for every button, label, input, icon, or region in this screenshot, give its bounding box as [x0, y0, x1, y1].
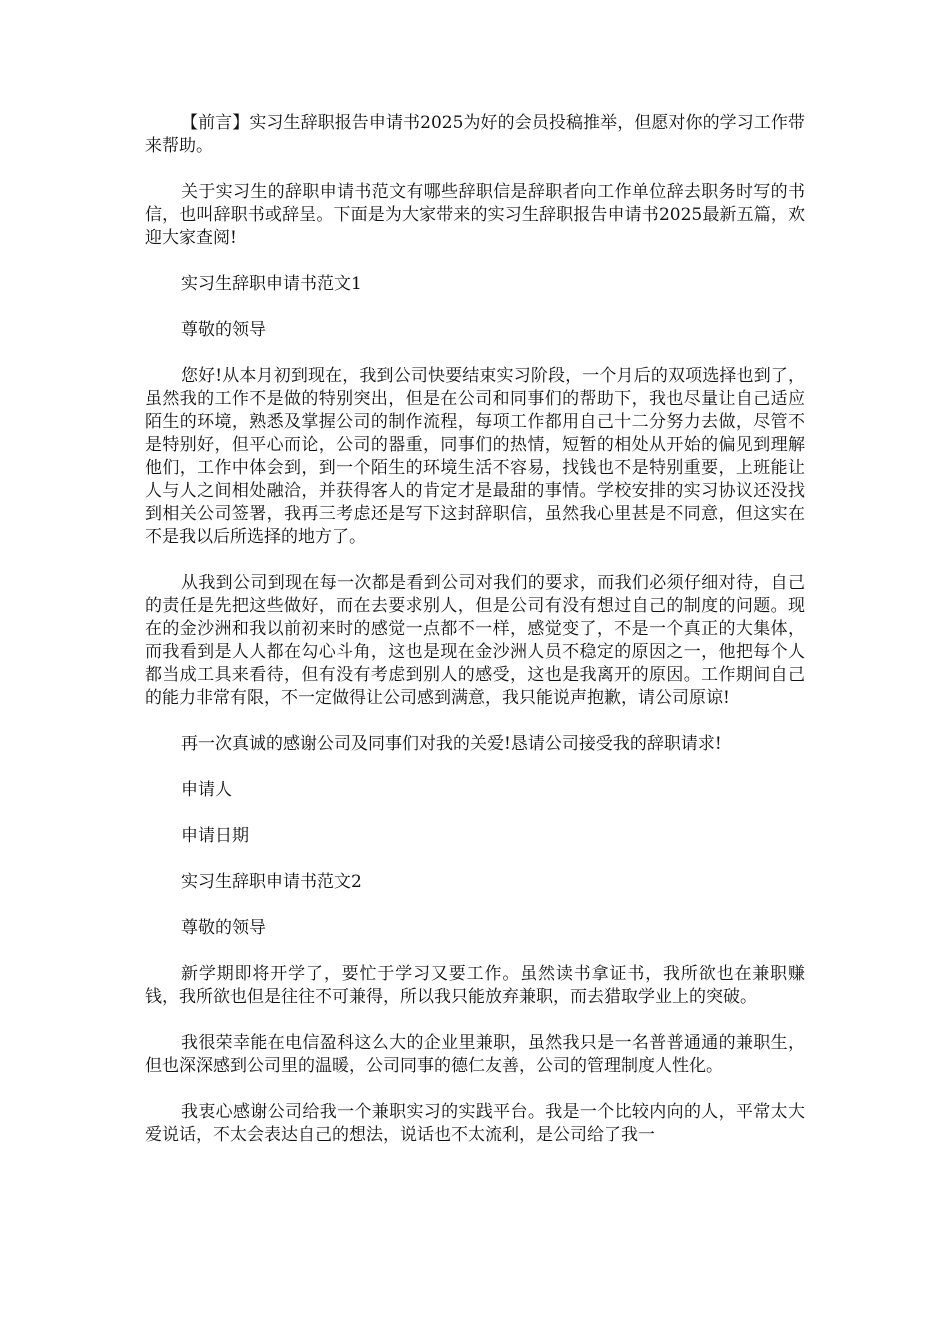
preface-paragraph: 【前言】实习生辞职报告申请书2025为好的会员投稿推举，但愿对你的学习工作带来帮助。	[145, 113, 805, 156]
applicant-label: 申请人	[181, 780, 232, 800]
document-body	[145, 112, 805, 1170]
section-heading-1: 实习生辞职申请书范文1	[181, 274, 362, 294]
salutation-1: 尊敬的领导	[181, 320, 266, 340]
body-paragraph: 我很荣幸能在电信盈科这么大的企业里兼职，虽然我只是一名普普通通的兼职生，但也深深感到公司里的温暖，公司同事的德仁友善，公司的管理制度人性化。	[145, 1033, 805, 1076]
salutation-2: 尊敬的领导	[181, 918, 266, 938]
body-paragraph: 我衷心感谢公司给我一个兼职实习的实践平台。我是一个比较内向的人，平常太大爱说话，不太会表达自己的想法，说话也不太流利，是公司给了我一	[145, 1102, 805, 1145]
closing-paragraph: 再一次真诚的感谢公司及同事们对我的关爱!恳请公司接受我的辞职请求!	[181, 734, 722, 754]
body-paragraph: 从我到公司到现在每一次都是看到公司对我们的要求，而我们必须仔细对待，自己的责任是先把这些做好，而在去要求别人，但是公司有没有想过自己的制度的问题。现在的金沙洲和我以前初来时的感觉一点都不一样，感觉变了，不是一个真正的大集体，而我看到是人人都在勾心斗角，这也是现在金沙洲人员不稳定的原因之一，他把每个人都当成工具来看待，但有没有考虑到别人的感受，这也是我离开的原因。工作期间自己的能力非常有限，不一定做得让公司感到满意，我只能说声抱歉，请公司原谅!	[145, 573, 805, 708]
intro-paragraph: 关于实习生的辞职申请书范文有哪些辞职信是辞职者向工作单位辞去职务时写的书信，也叫辞职书或辞呈。下面是为大家带来的实习生辞职报告申请书2025最新五篇，欢迎大家查阅!	[145, 182, 805, 248]
body-paragraph: 新学期即将开学了，要忙于学习又要工作。虽然读书拿证书，我所欲也在兼职赚钱，我所欲也但是往往不可兼得，所以我只能放弃兼职，而去猎取学业上的突破。	[145, 964, 805, 1007]
application-date-label: 申请日期	[181, 826, 249, 846]
section-heading-2: 实习生辞职申请书范文2	[181, 872, 362, 892]
body-paragraph: 您好!从本月初到现在，我到公司快要结束实习阶段，一个月后的双项选择也到了，虽然我的工作不是做的特别突出，但是在公司和同事们的帮助下，我也尽量让自己适应陌生的环境，熟悉及掌握公司的制作流程，每项工作都用自己十二分努力去做，尽管不是特别好，但平心而论，公司的器重，同事们的热情，短暂的相处从开始的偏见到理解他们，工作中体会到，到一个陌生的环境生活不容易，找钱也不是特别重要，上班能让人与人之间相处融洽，并获得客人的肯定才是最甜的事情。学校安排的实习协议还没找到相关公司签署，我再三考虑还是写下这封辞职信，虽然我心里甚是不同意，但这实在不是我以后所选择的地方了。	[145, 366, 805, 547]
